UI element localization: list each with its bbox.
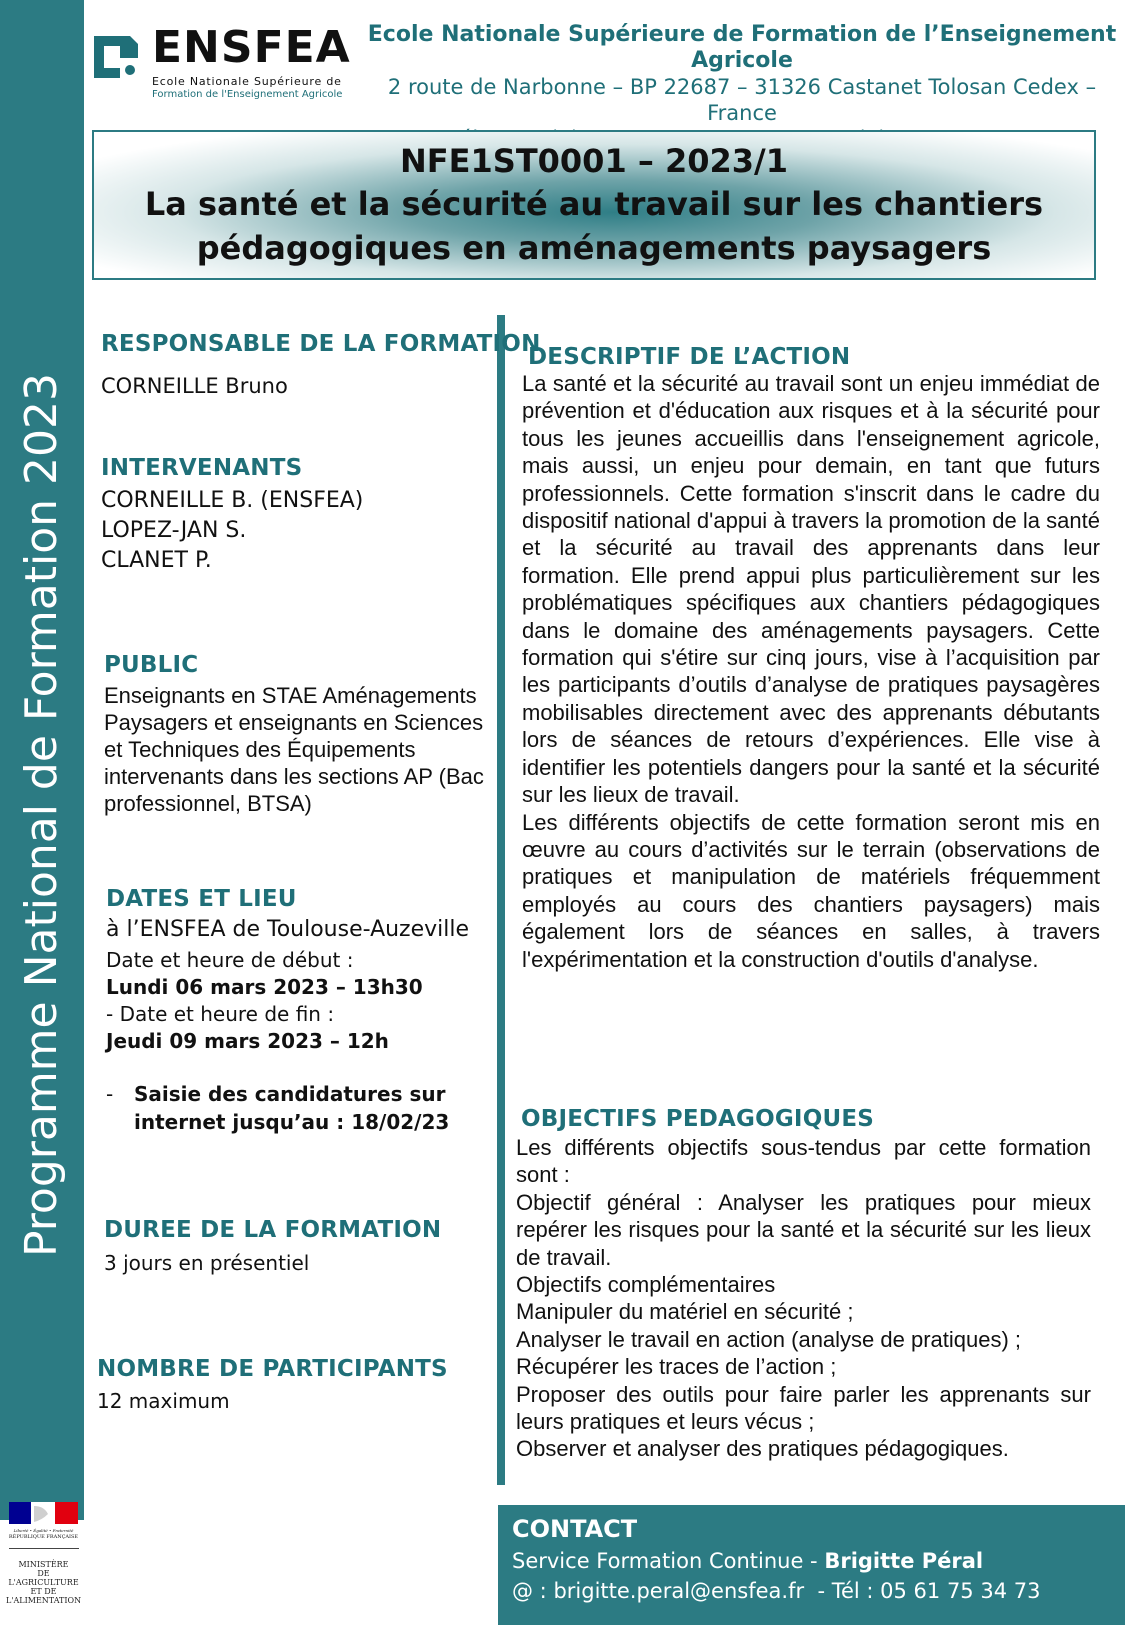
descriptif-text: [522, 370, 1100, 973]
contact-service: [512, 1549, 983, 1573]
public-line: Paysagers et enseignants en Sciences: [104, 710, 484, 735]
descriptif-heading: DESCRIPTIF DE L’ACTION: [528, 344, 851, 370]
logo-subtitle-2: Formation de l'Enseignement Agricole: [152, 89, 343, 100]
participants-value: 12 maximum: [97, 1389, 230, 1413]
objectif-line: Récupérer les traces de l’action ;: [516, 1354, 837, 1380]
intervenant-name: LOPEZ-JAN S.: [101, 518, 247, 543]
course-code: NFE1ST0001 – 2023/1: [400, 142, 788, 180]
intervenants-heading: INTERVENANTS: [101, 455, 303, 481]
public-line: professionnel, BTSA): [104, 791, 312, 816]
republic-name: RÉPUBLIQUE FRANÇAISE: [8, 1534, 79, 1540]
objectif-line: Proposer des outils pour faire parler les apprenants sur leurs pratiques et leurs vécus ;: [516, 1381, 1091, 1435]
school-address: 2 route de Narbonne – BP 22687 – 31326 Castanet Tolosan Cedex – France: [387, 75, 1097, 125]
logo-subtitle-1: Ecole Nationale Supérieure de: [152, 75, 342, 88]
duree-value: 3 jours en présentiel: [104, 1251, 310, 1275]
public-line: intervenants dans les sections AP (Bac: [104, 764, 484, 789]
contact-phone: - Tél : 05 61 75 34 73: [804, 1579, 1041, 1603]
responsable-name: CORNEILLE Bruno: [101, 374, 288, 398]
title-box: [92, 130, 1096, 280]
deadline-bullet: -: [106, 1082, 114, 1106]
ministry-divider: [9, 1548, 79, 1549]
objectifs-text: [516, 1134, 1091, 1463]
contact-email-link[interactable]: brigitte.peral@ensfea.fr: [553, 1579, 805, 1603]
objectif-line: Observer et analyser des pratiques pédagogiques.: [516, 1436, 1009, 1462]
side-band: [0, 0, 84, 1520]
contact-service-label: Service Formation Continue -: [512, 1549, 825, 1573]
ministry-name-line: L'ALIMENTATION: [6, 1596, 82, 1605]
email-label: @ :: [512, 1579, 554, 1603]
intervenants-list: [101, 486, 363, 576]
ministry-name-line: ET DE: [30, 1587, 57, 1596]
school-name: Ecole Nationale Supérieure de Formation de l’Enseignement Agricole: [367, 22, 1117, 73]
contact-heading: CONTACT: [512, 1515, 638, 1543]
public-line: et Techniques des Équipements: [104, 737, 416, 762]
duree-heading: DUREE DE LA FORMATION: [104, 1217, 442, 1243]
course-title-line-2: pédagogiques en aménagements paysagers: [196, 229, 992, 267]
side-band-title: Programme National de Formation 2023: [16, 373, 67, 1257]
responsable-heading: RESPONSABLE DE LA FORMATION: [101, 331, 541, 357]
dates-heading: DATES ET LIEU: [106, 886, 297, 912]
objectif-line: Analyser le travail en action (analyse de pratiques) ;: [516, 1326, 1022, 1352]
objectif-line: Objectif général : Analyser les pratiques pour mieux repérer les risques pour la santé et la sécurité sur les lieux de travail.: [516, 1189, 1091, 1270]
objectif-line: Les différents objectifs sous-tendus par cette formation sont :: [516, 1135, 1091, 1188]
contact-details: [512, 1579, 1040, 1603]
intervenant-name: CLANET P.: [101, 548, 212, 573]
ensfea-logo-icon: [90, 32, 142, 82]
dates-place: à l’ENSFEA de Toulouse-Auzeville: [106, 917, 470, 942]
descriptif-paragraph: Les différents objectifs de cette formation seront mis en œuvre au cours d’activités sur le terrain (observations de pratiques et manipulation de matériels fréquemment employés au cours des chantiers paysagers) mais également lors de séances en salles, à travers l'expérimentation et la construction d'outils d'analyse.: [522, 809, 1100, 972]
participants-heading: NOMBRE DE PARTICIPANTS: [97, 1356, 448, 1382]
objectifs-heading: OBJECTIFS PEDAGOGIQUES: [521, 1106, 874, 1132]
intervenant-name: CORNEILLE B. (ENSFEA): [101, 488, 364, 513]
public-text: [104, 682, 484, 817]
republic-motto: Liberté • Égalité • Fraternité: [13, 1528, 74, 1533]
column-divider: [497, 315, 505, 1485]
contact-box: [498, 1505, 1125, 1625]
objectif-line: Objectifs complémentaires: [516, 1272, 776, 1298]
ministry-name: [6, 1560, 81, 1605]
dates-start-value: Lundi 06 mars 2023 – 13h30: [106, 975, 423, 999]
ministry-logo: [6, 1500, 81, 1618]
course-title-line-1: La santé et la sécurité au travail sur les chantiers: [144, 185, 1044, 223]
ensfea-logo: [90, 22, 360, 103]
deadline-line-1: Saisie des candidatures sur: [134, 1082, 446, 1106]
public-heading: PUBLIC: [104, 652, 199, 678]
descriptif-paragraph: La santé et la sécurité au travail sont un enjeu immédiat de prévention et d'éducation aux risques et à la sécurité pour tous les jeunes accueillis dans l'enseignement agricole, mais aussi, un enjeu pour demain, en tant que futurs professionnels. Cette formation s'inscrit dans le cadre du dispositif national d'appui à travers la promotion de la santé et la sécurité au travail des apprenants dans leur formation. Elle prend appui plus particulièrement sur les problématiques spécifiques aux chantiers pédagogiques dans le domaine des aménagements paysagers. Cette formation qui s'étire sur cinq jours, vise à l’acquisition par les participants d’outils d’analyse de pratiques paysagères mobilisables directement avec des apprenants débutants lors de séances de retours d’expériences. Elle vise à identifier les potentiels dangers pour la santé et la sécurité sur les lieux de travail.: [522, 371, 1100, 808]
dates-end-label: - Date et heure de fin :: [106, 1002, 335, 1026]
objectif-line: Manipuler du matériel en sécurité ;: [516, 1299, 854, 1325]
logo-name: ENSFEA: [152, 22, 351, 73]
ministry-name-line: MINISTÈRE: [18, 1560, 69, 1569]
ministry-name-line: DE L'AGRICULTURE: [8, 1569, 79, 1587]
dates-end-value: Jeudi 09 mars 2023 – 12h: [106, 1029, 389, 1053]
dates-start-label: Date et heure de début :: [106, 948, 354, 972]
public-line: Enseignants en STAE Aménagements: [104, 683, 477, 708]
deadline-line-2: internet jusqu’au : 18/02/23: [134, 1110, 450, 1134]
contact-person: Brigitte Péral: [824, 1549, 984, 1573]
